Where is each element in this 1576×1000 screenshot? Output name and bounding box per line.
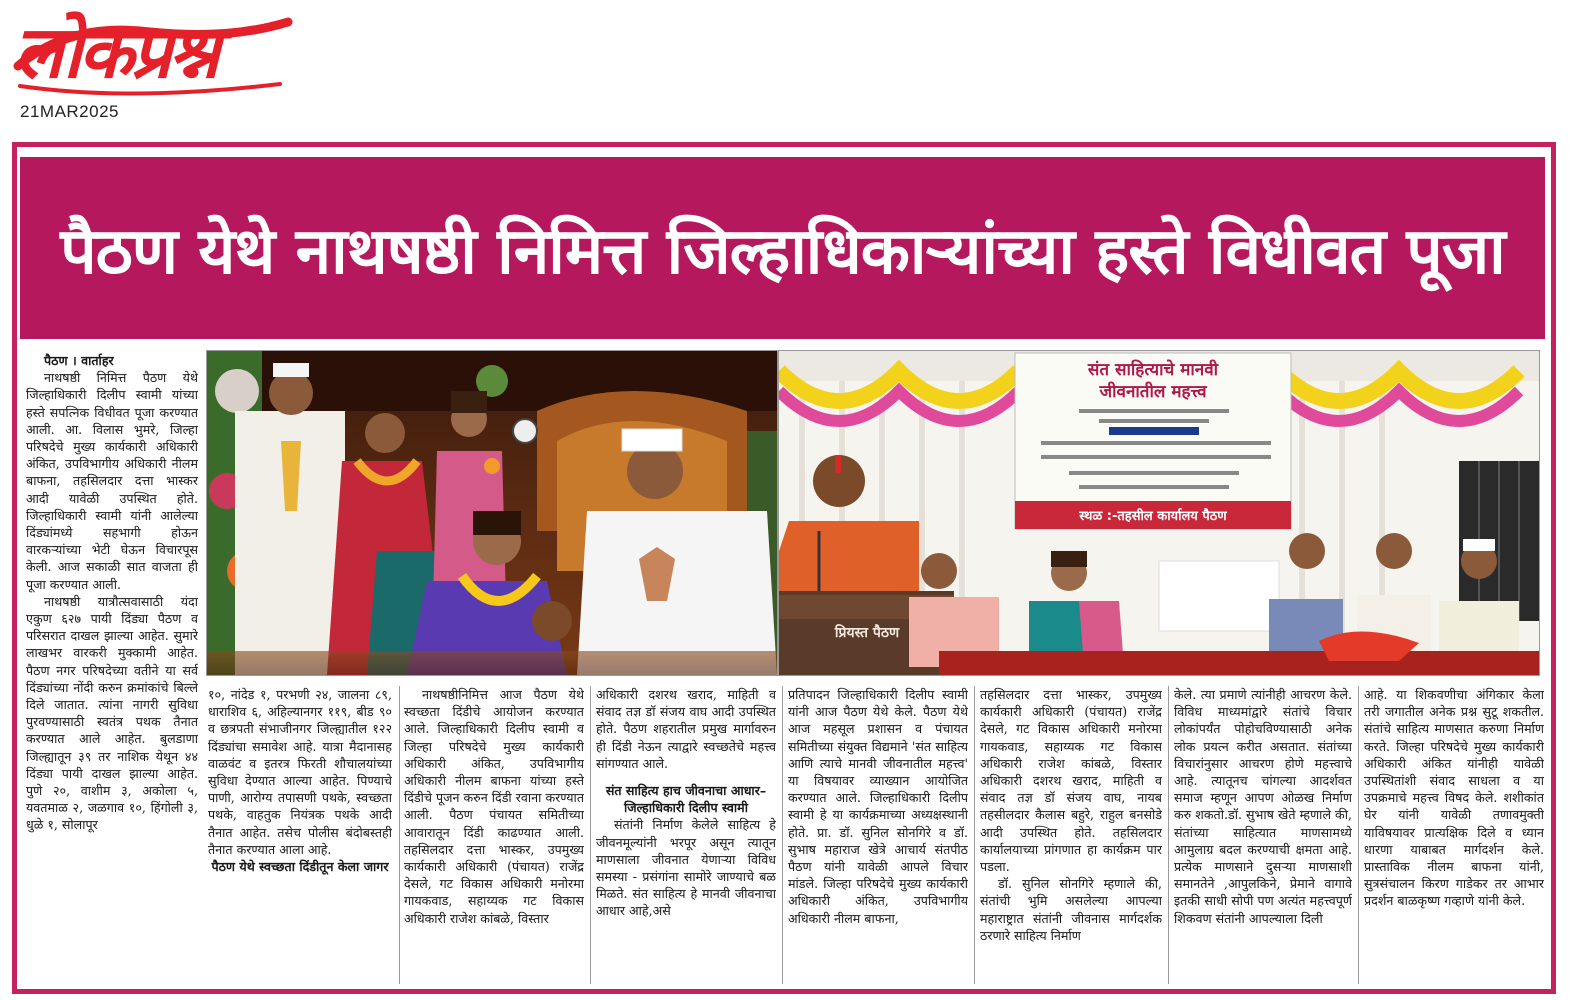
article-paragraph: संतांनी निर्माण केलेले साहित्य हे जीवनमूल्यांनी भरपूर असून त्यातून माणसाला जीवनात येणाऱ्या विविध समस्या - प्रसंगांना सामोरे जाण्याचे बळ मिळते. संत साहित्य हे मानवी जीवनाचा आधार आहे,असे: [596, 817, 776, 919]
article-subhead: पैठण येथे स्वच्छता दिंडीतून केला जागर: [211, 859, 389, 875]
puja-photo-illustration: [207, 351, 777, 675]
column-divider: [590, 686, 591, 984]
article-column-6: [980, 686, 1162, 982]
article-column-8: [1364, 686, 1544, 982]
article-paragraph: डॉ. सुनिल सोनगिरे म्हणाले की, संतांची भुमि असलेल्या आपल्या महाराष्ट्रात संतांनी जीवनास मार्गदर्शक ठरणारे साहित्य निर्माण: [980, 876, 1162, 943]
article-subhead: संत साहित्य हाच जीवनाचा आधार–: [605, 783, 767, 799]
headline-bar: [20, 157, 1545, 339]
article-column-4: [596, 686, 776, 982]
article-column-3: [404, 686, 584, 982]
article-paragraph: नाथषष्ठीनिमित्त आज पैठण येथे स्वच्छता दिंडीचे आयोजन करण्यात आले. जिल्हाधिकारी दिलीप स्वामी व जिल्हा परिषदेचे मुख्य कार्यकारी अधिकारी अंकित, उपविभागीय अधिकारी नीलम बाफना यांच्या हस्ते दिंडीचे पूजन करुन दिंडी रवाना करण्यात आली. पैठण पंचायत समितीच्या आवारातून दिंडी काढण्यात आली. तहसिलदार दत्ता भास्कर, उपमुख्य कार्यकारी अधिकारी (पंचायत) राजेंद्र देसले, गट विकास अधिकारी मनोरमा गायकवाड, सहाय्यक गट विकास अधिकारी राजेश कांबळे, विस्तार: [404, 687, 584, 926]
article-column-5: [788, 686, 968, 982]
article-byline: पैठण । वार्ताहर: [44, 353, 114, 368]
article-paragraph: प्रतिपादन जिल्हाधिकारी दिलीप स्वामी यांनी आज पैठण येथे केले. पैठण येथे आज महसूल प्रशासन व पंचायत समितीच्या संयुक्त विद्यमाने 'संत साहित्य आणि त्याचे मानवी जीवनातील महत्त्व' या विषयावर व्याख्यान आयोजित करण्यात आले. जिल्हाधिकारी दिलीप स्वामी हे या कार्यक्रमाच्या अध्यक्षस्थानी होते. प्रा. डॉ. सुनिल सोनगिरे व डॉ. सुभाष महाराज खेत्रे आचार्य संतपीठ पैठण यांनी यावेळी आपले विचार मांडले. जिल्हा परिषदेचे मुख्य कार्यकारी अधिकारी अंकित, उपविभागीय अधिकारी नीलम बाफना,: [788, 687, 968, 926]
photo-puja-ceremony: [206, 350, 778, 676]
column-divider: [974, 686, 975, 984]
article-column-7: [1174, 686, 1352, 982]
banner-venue: स्थळ :-तहसील कार्यालय पैठण: [1079, 509, 1227, 524]
column-divider: [399, 686, 400, 984]
article-paragraph: तहसिलदार दत्ता भास्कर, उपमुख्य कार्यकारी अधिकारी (पंचायत) राजेंद्र देसले, गट विकास अधिकारी मनोरमा गायकवाड, सहाय्यक गट विकास अधिकारी राजेश कांबळे, विस्तार अधिकारी दशरथ खराद, माहिती व संवाद तज्ञ डॉ संजय वाघ, नायब तहसीलदार कैलास बहुरे, राहुल बनसोडे आदी उपस्थित होते. तहसिलदार कार्यालयाच्या प्रांगणात हा कार्यक्रम पार पडला.: [980, 687, 1162, 875]
article-paragraph: १०, नांदेड १, परभणी २४, जालना ८९, धाराशिव ६, अहिल्यानगर ११९, बीड ९० व छत्रपती संभाजीनगर जिल्ह्यातील १२२ दिंड्यांचा समावेश आहे. यात्रा मैदानासह वाळवंट व इतरत्र फिरती शौचालयांच्या सुविधा देण्यात आल्या आहेत. पिण्याचे पाणी, आरोग्य तपासणी पथके, स्वच्छता पथके, वाहतुक नियंत्रक पथके आदी तैनात आहेत. तसेच पोलीस बंदोबस्तही तैनात करण्यात आला आहे.: [208, 687, 392, 857]
article-paragraph: नाथषष्ठी यात्रौत्सवासाठी यंदा एकुण ६२७ पायी दिंड्या पैठण व परिसरात दाखल झाल्या आहेत. सुमारे लाखभर वारकरी मुक्कामी आहेत. पैठण नगर परिषदेच्या वतीने या सर्व दिंड्यांच्या नोंदी करुन क्रमांकांचे बिल्ले दिले जातात. त्यांना नागरी सुविधा पुरवण्यासाठी स्वतंत्र पथक तैनात करण्यात आले आहेत. बुलडाणा जिल्ह्यातून ३९ तर नाशिक येथून ४४ दिंड्या पायी दाखल झाल्या आहेत. पुणे २०, वाशीम ३, अकोला ५, यवतमाळ २, जळगाव १०, हिंगोली ३, धुळे १, सोलापूर: [26, 593, 198, 833]
column-divider: [1168, 686, 1169, 984]
article-paragraph: नाथषष्ठी निमित्त पैठण येथे जिल्हाधिकारी दिलीप स्वामी यांच्या हस्ते सपत्निक विधीवत पूजा करण्यात आली. आ. विलास भुमरे, जिल्हा परिषदेचे मुख्य कार्यकारी अधिकारी अंकित, उपविभागीय अधिकारी नीलम बाफना, तहसिलदार दत्ता भास्कर आदी यावेळी उपस्थित होते. जिल्हाधिकारी स्वामी यांनी आलेल्या दिंड्यांमध्ये सहभागी होऊन वारकऱ्यांच्या भेटी घेऊन विचारपूस केली. आज सकाळी सात वाजता ही पूजा करण्यात आली.: [26, 370, 198, 592]
photo-seminar-stage: [778, 350, 1540, 676]
podium-label: प्रियस्त पैठण: [834, 625, 900, 641]
article-paragraph: केले. त्या प्रमाणे त्यांनीही आचरण केले. विविध माध्यमांद्वारे संतांचे विचार लोकांपर्यंत पोहोचविण्यासाठी अनेक लोक प्रयत्न करीत असतात. संतांच्या विचारांनुसार आचरण होणे महत्त्वाचे आहे. त्यातूनच चांगल्या आदर्शवत समाज म्हणून आपण ओळख निर्माण करु शकतो.डॉ. सुभाष खेते म्हणाले की, संतांच्या साहित्यात माणसामध्ये आमुलाग्र बदल करण्याची क्षमता आहे. प्रत्येक माणसाने दुसऱ्या माणसाशी समानतेने ,आपुलकिने, प्रेमाने वागावे इतकी साधी सोपी पण अत्यंत महत्त्वपूर्ण शिकवण संतांनी आपल्याला दिली: [1174, 687, 1352, 926]
article-column-2: [208, 686, 392, 982]
seminar-photo-illustration: [779, 351, 1539, 675]
article-column-1: [26, 352, 198, 980]
publication-date: 21MAR2025: [20, 102, 120, 121]
article-subhead: जिल्हाधिकारी दिलीप स्वामी: [624, 800, 748, 816]
newspaper-logo: लोकप्रश्न: [14, 10, 217, 94]
article-paragraph: अधिकारी दशरथ खराद, माहिती व संवाद तज्ञ डॉ संजय वाघ आदी उपस्थित होते. पैठण शहरातील प्रमुख मार्गावरुन ही दिंडी नेऊन त्याद्वारे स्वच्छतेचे महत्त्व सांगण्यात आले.: [596, 687, 776, 771]
article-headline: पैठण येथे नाथषष्ठी निमित्त जिल्हाधिकाऱ्यांच्या हस्ते विधीवत पूजा: [60, 214, 1505, 289]
article-paragraph: आहे. या शिकवणीचा अंगिकार केला तरी जगातील अनेक प्रश्न सुटू शकतील. संतांचे साहित्य माणसात करुणा निर्माण करते. जिल्हा परिषदेचे मुख्य कार्यकारी अधिकारी अंकित यांनीही यावेळी उपस्थितांशी संवाद साधला व या उपक्रमाचे महत्त्व विषद केले. शशीकांत घेर यांनी यावेळी तणावमुक्ती याविषयावर प्रात्यक्षिक दिले व ध्यान धारणा याबाबत मार्गदर्शन केले. प्रास्ताविक नीलम बाफना यांनी, सुत्रसंचालन किरण गाडेकर तर आभार प्रदर्शन बाळकृष्ण गव्हाणे यांनी केले.: [1364, 687, 1544, 909]
column-divider: [782, 686, 783, 984]
column-divider: [1358, 686, 1359, 984]
banner-title-line1: संत साहित्याचे मानवी: [1087, 360, 1219, 380]
banner-title-line2: जीवनातील महत्त्व: [1099, 382, 1207, 402]
